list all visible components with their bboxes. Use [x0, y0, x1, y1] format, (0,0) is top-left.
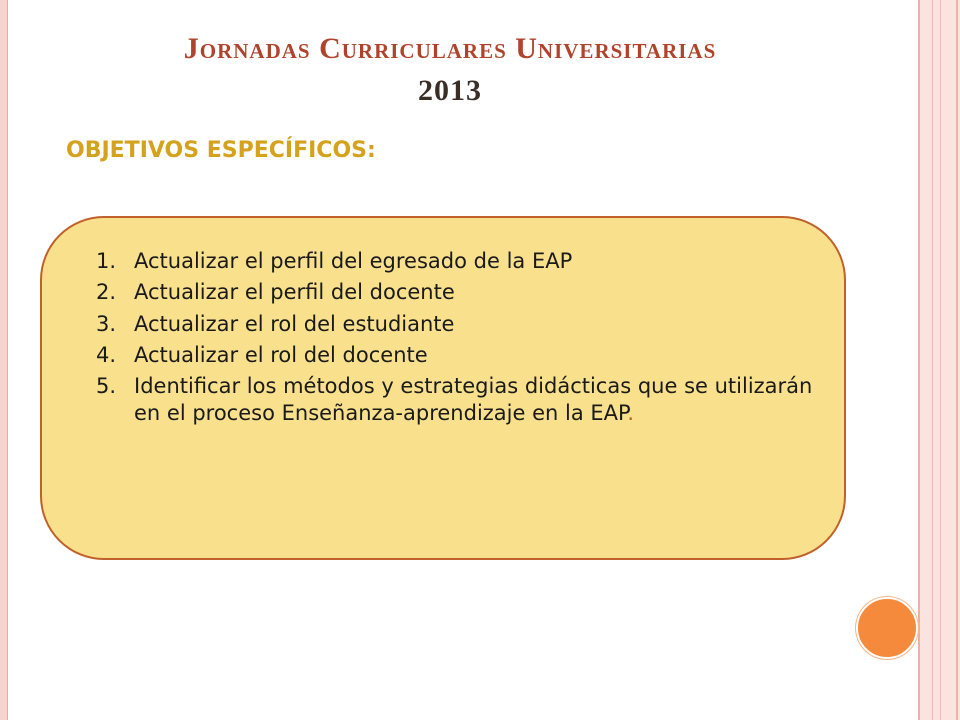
right-decorative-band	[918, 0, 960, 720]
list-item-text	[134, 373, 826, 428]
list-item-number: 4.	[96, 342, 117, 367]
right-stripe-line	[932, 0, 933, 720]
list-item	[96, 342, 826, 369]
list-item	[96, 373, 826, 428]
list-item-number: 2.	[96, 280, 117, 305]
list-item-number: 1.	[96, 249, 117, 273]
list-item-text: Actualizar el rol del docente	[134, 342, 428, 367]
list-item-end-mark: .	[627, 401, 635, 426]
list-item	[96, 279, 826, 306]
right-stripe-line	[918, 0, 920, 720]
right-stripe-line	[940, 0, 941, 720]
orange-circle-decoration	[856, 597, 918, 659]
list-item-text: Actualizar el rol del estudiante	[134, 311, 455, 336]
slide-title	[60, 28, 840, 112]
list-item-text: Actualizar el perfil del egresado de la EAP	[134, 249, 573, 273]
list-item	[96, 311, 826, 338]
section-heading: OBJETIVOS ESPECÍFICOS:	[66, 138, 376, 163]
slide-title-year: 2013	[418, 74, 482, 107]
left-border-stripe	[0, 0, 8, 720]
list-item-number: 5.	[96, 374, 117, 399]
list-item-text: Actualizar el perfil del docente	[134, 280, 455, 305]
right-stripe-line	[956, 0, 958, 720]
list-item-number: 3.	[96, 311, 117, 336]
slide-title-text: Jornadas Curriculares Universitarias	[183, 32, 717, 65]
list-item	[96, 248, 826, 275]
list-item-text-body: Identificar los métodos y estrategias didácticas que se utilizarán en el proceso Enseñanza-aprendizaje en la EAP	[134, 374, 813, 426]
objectives-list	[96, 248, 826, 432]
